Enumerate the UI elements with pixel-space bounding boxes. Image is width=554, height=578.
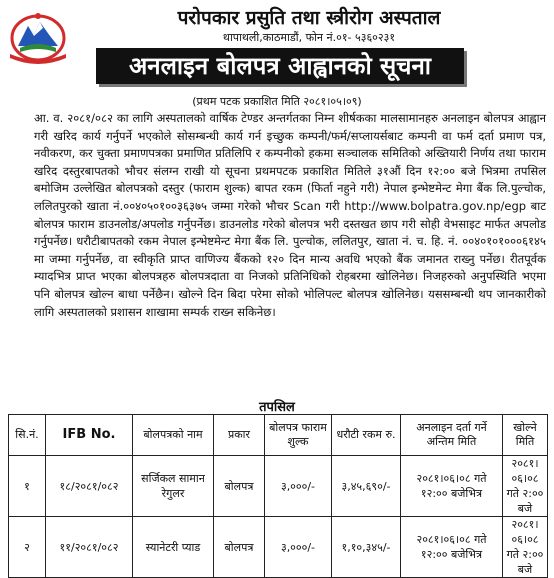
cell-fee: ३,०००/- [265,456,332,517]
col-header-deposit: धरौटी रकम रु. [332,415,401,456]
col-header-deadline: अनलाइन दर्ता गर्ने अन्तिम मिति [401,415,503,456]
cell-deposit: १,१०,३४५/- [332,517,401,578]
cell-deadline: २०८१।०६।०८ गते १२:०० बजेभित्र [401,517,503,578]
notice-title-banner: अनलाइन बोलपत्र आह्वानको सूचना [96,48,464,84]
col-header-sn: सि.नं. [9,415,46,456]
organization-address: थापाथली,काठमाडौं, फोन नं.०१- ५३६०२३१ [222,31,396,44]
table-row [9,517,548,578]
cell-ifb: ११/२०८१/०८२ [46,517,133,578]
cell-name: स्यानेटरी प्याड [133,517,214,578]
organization-name: परोपकार प्रसुति तथा स्त्रीरोग अस्पताल [177,7,441,29]
tender-table [8,414,548,578]
cell-deadline: २०८१।०६।०८ गते १२:०० बजेभित्र [401,456,503,517]
publication-date: (प्रथम पटक प्रकाशित मिति २०८१।०५।०९) [192,95,362,108]
cell-deposit: ३,४५,६९०/- [332,456,401,517]
cell-type: बोलपत्र [214,517,265,578]
table-header-row [9,415,548,456]
cell-ifb: १८/२०८१/०८२ [46,456,133,517]
notice-body-text: आ. व. २०८१/०८२ का लागि अस्पतालको वार्षिक टेण्डर अन्तर्गतका निम्न शीर्षकका मालसामानहरु अनलाइन बोलपत्र आह्वान गरी खरिद कार्य गर्नुपर्ने भएकोले सोसम्बन्धी कार्य गर्न इच्छुक कम्पनी/फर्म/सप्लायर्सबाट कम्पनी वा फर्म दर्ता प्रमाण पत्र, नवीकरण, कर चुक्ता प्रमाणपत्रका प्रमाणित प्रतिलिपि र कम्पनीको हकमा सञ्चालक समितिको अख्तियारी निर्णय तथा फाराम खरिद दस्तुरबापतको भौचर संलग्न राखी यो सूचना प्रथमपटक प्रकाशित मितिले ३१औं दिन १२:०० बजे भित्रमा तपसिल बमोजिम उल्लेखित बोलपत्रको दस्तुर (फाराम शुल्क) बापत रकम (फिर्ता नहुने गरी) नेपाल इन्भेष्टमेन्ट मेगा बैंक लि.पुल्चोक, ललितपुरको खाता नं.००४०५०१००३६३७५ जम्मा गरेको भौचर Scan गरी http://www.bolpatra.gov.np/egp बाट बोलपत्र फाराम डाउनलोड/अपलोड गर्नुपर्नेछ। डाउनलोड गरेको बोलपत्र भरी दस्तखत छाप गरी सोही वेभसाइट मार्फत अपलोड गर्नुपर्नेछ। धरौटीबापतको रकम नेपाल इन्भेष्टमेन्ट मेगा बैंक लि. पुल्चोक, ललितपुर, खाता नं. च. हि. नं. ००४०१०१०००६१४५ मा जम्मा गर्नुपर्नेछ, वा स्वीकृति प्राप्त वाणिज्य बैंकको १२० दिन मान्य अवधि भएको बैंक जमानत राख्नु पर्नेछ। रीतपूर्वक म्यादभित्र प्राप्त भएका बोलपत्रहरु बोलपत्रदाता वा निजको प्रतिनिधिको रोहबरमा खोलिनेछ। निजहरुको अनुपस्थिति भएमा पनि बोलपत्र खोल्न बाधा पर्नेछैन। खोल्ने दिन बिदा परेमा सोको भोलिपल्ट बोलपत्र खोलिनेछ। यससम्बन्धी थप जानकारीको लागि अस्पतालको प्रशासन शाखामा सम्पर्क राख्न सकिनेछ। [34,111,546,319]
col-header-opening: खोल्ने मिति [503,415,548,456]
cell-name: सर्जिकल सामान रेगुलर [133,456,214,517]
col-header-ifb: IFB No. [46,415,133,456]
cell-sn: १ [9,456,46,517]
col-header-type: प्रकार [214,415,265,456]
col-header-fee: बोलपत्र फाराम शुल्क [265,415,332,456]
col-header-name: बोलपत्रको नाम [133,415,214,456]
cell-sn: २ [9,517,46,578]
tapsil-heading: तपसिल [259,400,295,415]
cell-opening: २०८१।०६।०८ गते २:०० बजे [503,456,548,517]
cell-opening: २०८१।०६।०८ गते २:०० बजे [503,517,548,578]
table-row [9,456,548,517]
cell-type: बोलपत्र [214,456,265,517]
cell-fee: ३,०००/- [265,517,332,578]
nepal-government-emblem-icon [6,10,70,68]
